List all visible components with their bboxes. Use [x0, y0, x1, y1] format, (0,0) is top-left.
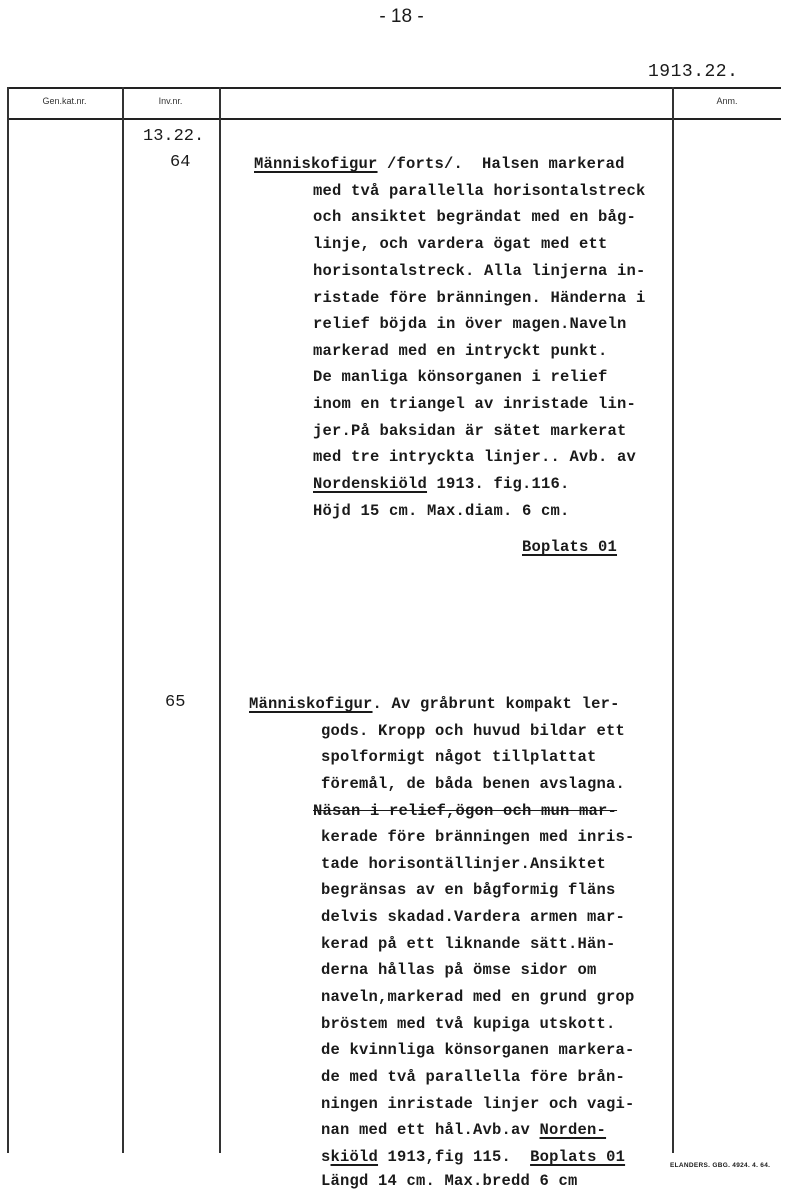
entry-description-line: markerad med en intryckt punkt.	[313, 342, 608, 360]
entry-description-line: ningen inristade linjer och vagi-	[321, 1095, 635, 1113]
entry-description-line: nan med ett hål.Avb.av Norden-	[321, 1121, 607, 1139]
header-inv-nr: Inv.nr.	[158, 96, 183, 106]
entry-description-line: kerade före bränningen med inris-	[321, 828, 635, 846]
column-divider	[7, 87, 9, 1153]
entry-description-line: tade horisontällinjer.Ansiktet	[321, 855, 607, 873]
entry-description-line: skiöld 1913,fig 115. Boplats 01	[321, 1148, 626, 1166]
object-title: Människofigur	[254, 155, 378, 173]
page-number: - 18 -	[379, 6, 424, 27]
reference-author: Nordenskiöld	[313, 475, 428, 493]
entry-description-line: de kvinnliga könsorganen markera-	[321, 1041, 635, 1059]
reference-author: kiöld	[330, 1148, 379, 1166]
entry-description-line: gods. Kropp och huvud bildar ett	[321, 722, 626, 740]
reference-author: Norden-	[539, 1121, 607, 1139]
entry-description-line: delvis skadad.Vardera armen mar-	[321, 908, 626, 926]
entry-description-line: De manliga könsorganen i relief	[313, 368, 608, 386]
entry-description-line: Nordenskiöld 1913. fig.116.	[313, 475, 570, 493]
column-divider	[219, 87, 221, 1153]
object-title: Människofigur	[249, 695, 373, 713]
entry-description-line: med två parallella horisontalstreck	[313, 182, 646, 200]
entry-description-line: Människofigur /forts/. Halsen markerad	[254, 155, 625, 173]
entry-description-line: Näsan i relief,ögon och mun mar-	[313, 802, 618, 820]
inv-prefix: 13.22.	[143, 127, 205, 146]
printer-mark: ELANDERS. GBG. 4924. 4. 64.	[670, 1162, 771, 1169]
header-anm: Anm.	[716, 96, 738, 106]
column-divider	[122, 87, 124, 1153]
entry-description-line: spolformigt något tillplattat	[321, 748, 597, 766]
entry-description-line: inom en triangel av inristade lin-	[313, 395, 637, 413]
inv-number: 65	[165, 693, 186, 712]
entry-description-line: horisontalstreck. Alla linjerna in-	[313, 262, 646, 280]
entry-description-line: och ansiktet begrändat med en båg-	[313, 208, 637, 226]
entry-description-line: Längd 14 cm. Max.bredd 6 cm	[321, 1172, 578, 1190]
column-divider	[672, 87, 674, 1153]
entry-description-line: bröstem med två kupiga utskott.	[321, 1015, 616, 1033]
entry-description-line: begränsas av en bågformig fläns	[321, 881, 616, 899]
entry-description-line: föremål, de båda benen avslagna.	[321, 775, 626, 793]
entry-description-line: linje, och vardera ögat med ett	[313, 235, 608, 253]
entry-description-line: Människofigur. Av gråbrunt kompakt ler-	[249, 695, 620, 713]
entry-description-line: ristade före bränningen. Händerna i	[313, 289, 646, 307]
catalog-id: 1913.22.	[648, 62, 739, 82]
entry-description-line: de med två parallella före brån-	[321, 1068, 626, 1086]
entry-description-line: relief böjda in över magen.Naveln	[313, 315, 627, 333]
entry-description-line: jer.På baksidan är sätet markerat	[313, 422, 627, 440]
header-gen-kat-nr: Gen.kat.nr.	[42, 96, 87, 106]
entry-description-line: naveln,markerad med en grund grop	[321, 988, 635, 1006]
inv-number: 64	[170, 153, 191, 172]
site-label: Boplats 01	[530, 1148, 626, 1166]
entry-description-line: Höjd 15 cm. Max.diam. 6 cm.	[313, 502, 570, 520]
entry-description-line: med tre intryckta linjer.. Avb. av	[313, 448, 637, 466]
entry-description-line: derna hållas på ömse sidor om	[321, 961, 597, 979]
site-label: Boplats 01	[522, 538, 618, 556]
entry-description-line: kerad på ett liknande sätt.Hän-	[321, 935, 616, 953]
